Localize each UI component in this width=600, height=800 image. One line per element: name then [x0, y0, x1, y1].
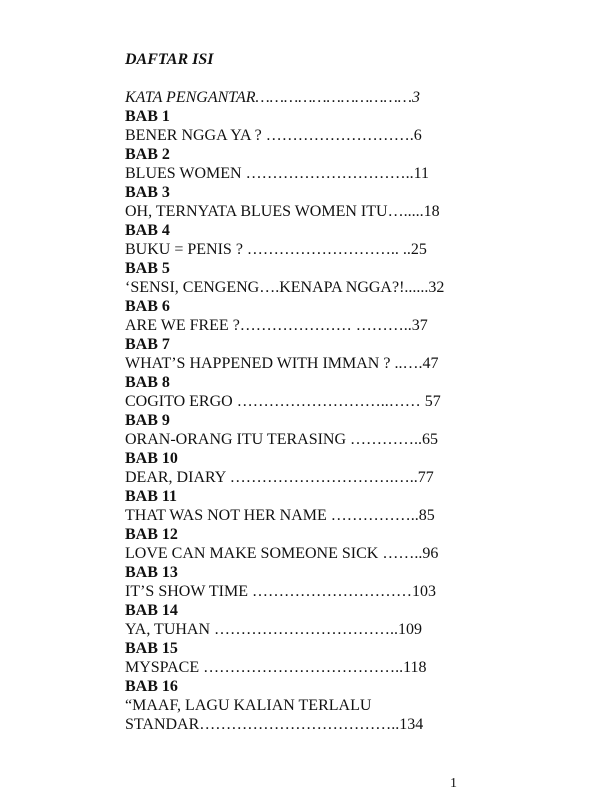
- chapter-entry: MYSPACE ………………………………..118: [125, 659, 427, 676]
- chapter-entry: ORAN-ORANG ITU TERASING …………..65: [125, 431, 439, 448]
- page-number: 1: [450, 776, 457, 791]
- chapter-heading: BAB 9: [125, 412, 170, 429]
- chapter-entry: COGITO ERGO ………………………..…… 57: [125, 393, 441, 410]
- chapter-heading: BAB 15: [125, 640, 178, 657]
- toc-intro-line: KATA PENGANTAR……………………………3: [125, 89, 421, 106]
- chapter-heading: BAB 14: [125, 602, 178, 619]
- chapter-entry: DEAR, DIARY ………………………….…..77: [125, 469, 434, 486]
- chapter-heading: BAB 7: [125, 336, 170, 353]
- chapter-entry: “MAAF, LAGU KALIAN TERLALU: [125, 697, 372, 714]
- chapter-entry: ‘SENSI, CENGENG….KENAPA NGGA?!......32: [125, 279, 445, 296]
- chapter-heading: BAB 12: [125, 526, 178, 543]
- chapter-list: [125, 107, 465, 734]
- chapter-entry: OH, TERNYATA BLUES WOMEN ITU….....18: [125, 203, 440, 220]
- chapter-heading: BAB 4: [125, 222, 170, 239]
- chapter-entry: STANDAR………………………………..134: [125, 716, 424, 733]
- chapter-heading: BAB 8: [125, 374, 170, 391]
- chapter-entry: YA, TUHAN ……………………………..109: [125, 621, 423, 638]
- chapter-entry: THAT WAS NOT HER NAME ……………..85: [125, 507, 435, 524]
- chapter-entry: BUKU = PENIS ? ……………………….. ..25: [125, 241, 427, 258]
- chapter-entry: BENER NGGA YA ? ……………………….6: [125, 127, 422, 144]
- chapter-entry: WHAT’S HAPPENED WITH IMMAN ? ..….47: [125, 355, 439, 372]
- chapter-heading: BAB 11: [125, 488, 178, 505]
- chapter-entry: ARE WE FREE ?………………… ………..37: [125, 317, 428, 334]
- chapter-entry: LOVE CAN MAKE SOMEONE SICK ……..96: [125, 545, 439, 562]
- chapter-entry: IT’S SHOW TIME …………………………103: [125, 583, 436, 600]
- chapter-heading: BAB 6: [125, 298, 170, 315]
- chapter-entry: BLUES WOMEN …………………………..11: [125, 165, 429, 182]
- chapter-heading: BAB 1: [125, 108, 170, 125]
- page-title: DAFTAR ISI: [125, 51, 214, 68]
- chapter-heading: BAB 2: [125, 146, 170, 163]
- chapter-heading: BAB 16: [125, 678, 178, 695]
- chapter-heading: BAB 5: [125, 260, 170, 277]
- chapter-heading: BAB 13: [125, 564, 178, 581]
- chapter-heading: BAB 10: [125, 450, 178, 467]
- table-of-contents: [125, 50, 465, 734]
- chapter-heading: BAB 3: [125, 184, 170, 201]
